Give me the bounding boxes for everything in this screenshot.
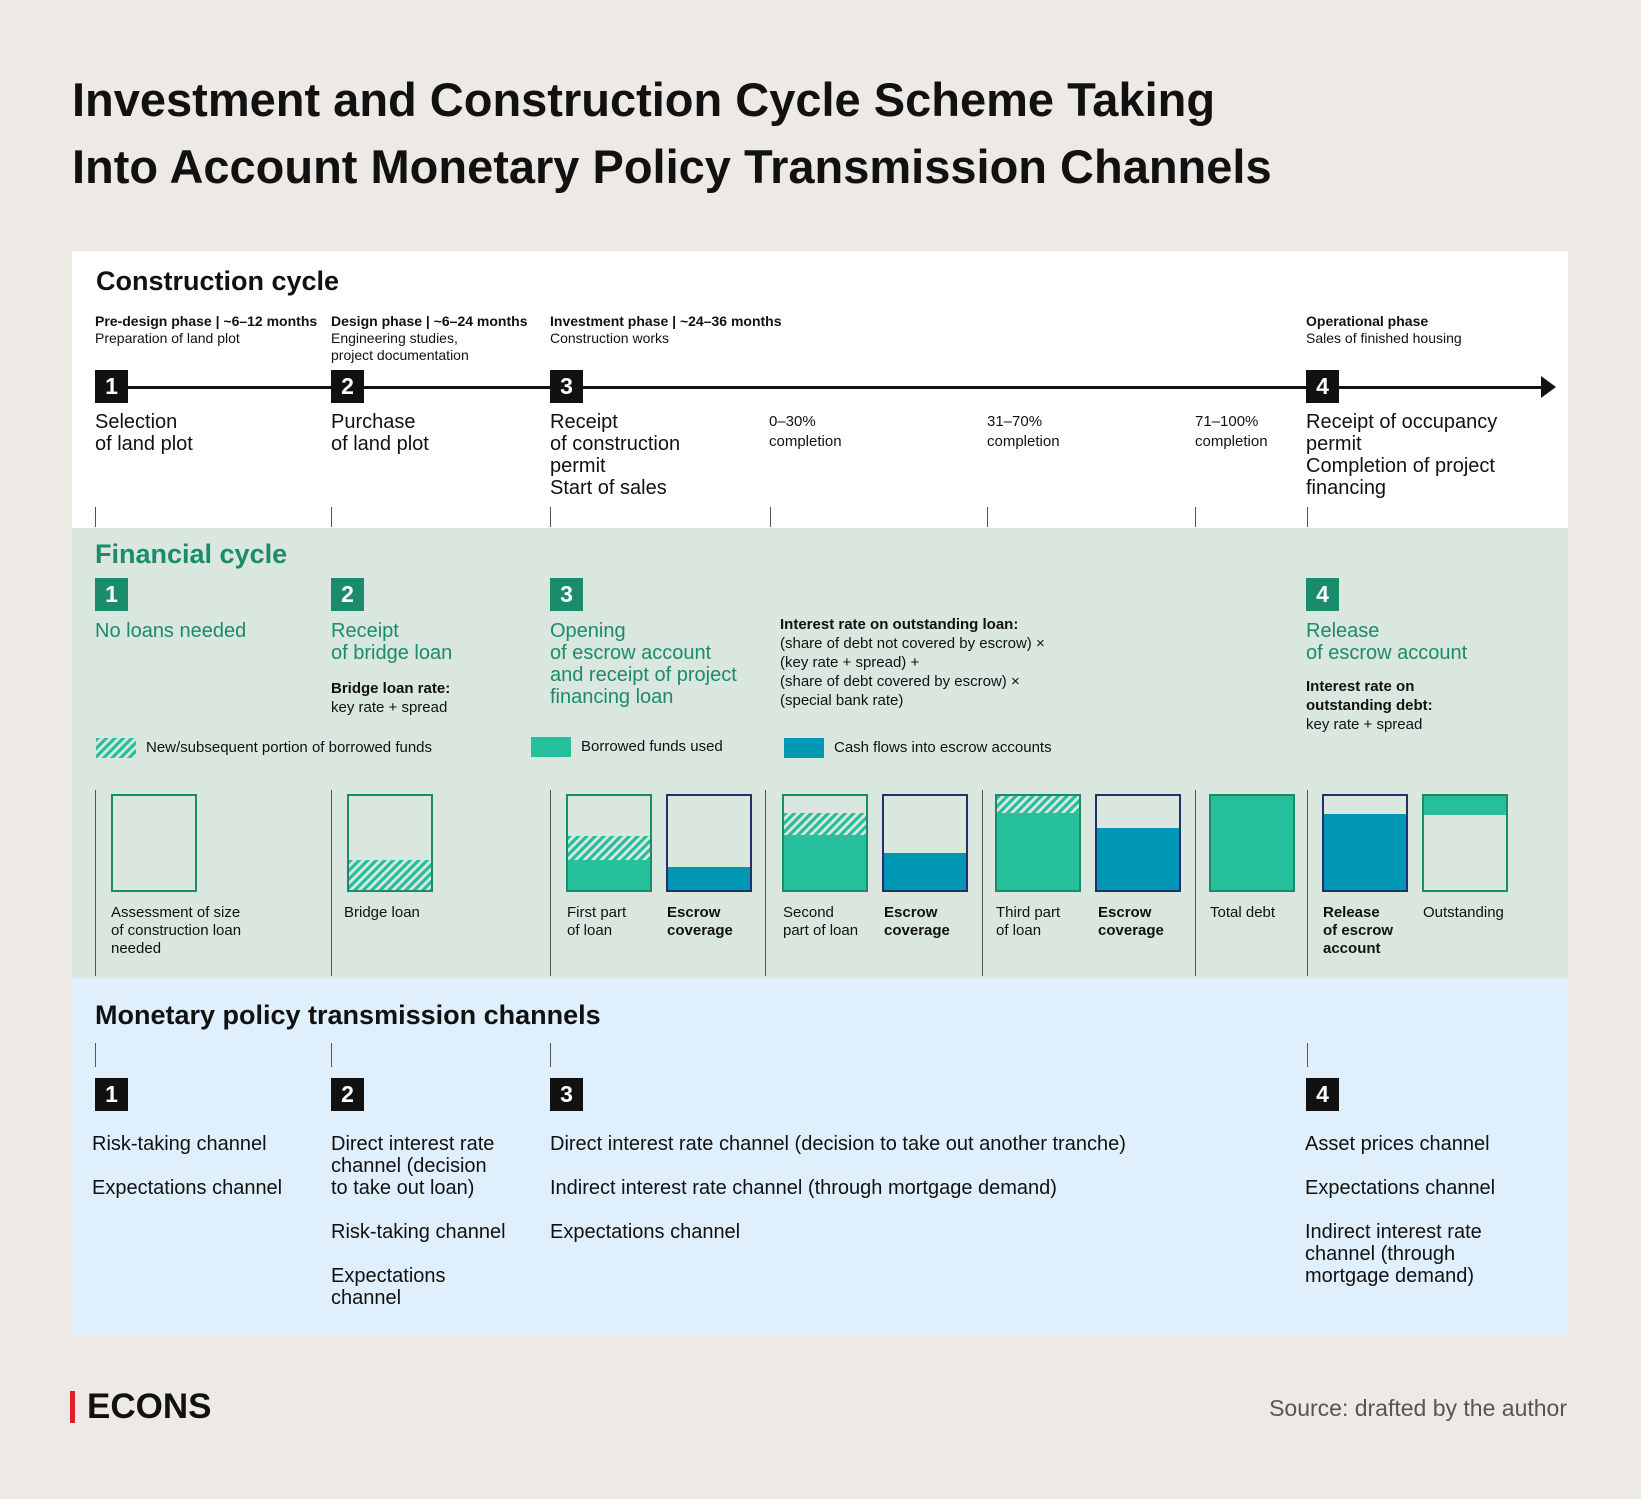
note-title: Interest rate on outstanding loan: bbox=[780, 616, 1019, 633]
tick-mark bbox=[1307, 507, 1308, 527]
construction-heading: Construction cycle bbox=[96, 266, 340, 296]
phase-desc: Engineering studies, bbox=[331, 330, 458, 346]
channel-badge: 1 bbox=[95, 1078, 128, 1111]
channel-item-line: Asset prices channel bbox=[1305, 1133, 1490, 1155]
column-separator bbox=[1195, 790, 1196, 976]
channel-item-line: Expectations channel bbox=[550, 1221, 741, 1243]
channel-item-line: channel (through bbox=[1305, 1243, 1456, 1265]
phase-design bbox=[331, 313, 528, 364]
channel-item bbox=[331, 1221, 536, 1243]
note-text: (special bank rate) bbox=[780, 692, 904, 709]
phase-pre-design bbox=[95, 313, 317, 347]
channel-item bbox=[550, 1133, 1250, 1155]
note-title: outstanding debt: bbox=[1306, 697, 1433, 714]
financial-step-label bbox=[331, 620, 452, 664]
page-title bbox=[72, 66, 1522, 200]
phase-desc: Sales of finished housing bbox=[1306, 330, 1462, 346]
new-portion-fill bbox=[349, 860, 431, 890]
channel-item-line: Risk-taking channel bbox=[331, 1221, 506, 1243]
phase-operational bbox=[1306, 313, 1462, 347]
channel-item bbox=[92, 1133, 312, 1155]
borrowed-fill bbox=[1211, 796, 1293, 890]
box-second-loan bbox=[782, 794, 868, 892]
fin-line: Release bbox=[1306, 620, 1380, 642]
fin-line: and receipt of project bbox=[550, 664, 737, 686]
column-separator bbox=[95, 790, 96, 976]
box-label-line: needed bbox=[111, 940, 162, 957]
tick-mark bbox=[770, 507, 771, 527]
box-label-line: coverage bbox=[884, 922, 950, 939]
channel-item-line: Expectations bbox=[331, 1265, 446, 1287]
channel-item bbox=[1305, 1133, 1545, 1155]
milestone-line: of land plot bbox=[331, 433, 429, 455]
box-assessment bbox=[111, 794, 197, 892]
phase-desc: Construction works bbox=[550, 330, 670, 346]
construction-step-label bbox=[550, 411, 680, 499]
box-label-line: of escrow bbox=[1323, 922, 1394, 939]
escrow-fill bbox=[668, 867, 750, 890]
logo-bar-icon bbox=[70, 1391, 75, 1423]
phase-name: Design phase | ~6–24 months bbox=[331, 313, 528, 329]
box-label-line: Release bbox=[1323, 904, 1380, 921]
completion-line: completion bbox=[769, 433, 842, 450]
milestone-line: Completion of project bbox=[1306, 455, 1495, 477]
channel-item-line: Risk-taking channel bbox=[92, 1133, 267, 1155]
tick-mark bbox=[1307, 1043, 1308, 1067]
box-label-line: Total debt bbox=[1210, 904, 1276, 921]
box-label-line: Bridge loan bbox=[344, 904, 420, 921]
legend-label: Cash flows into escrow accounts bbox=[834, 739, 1052, 756]
completion-line: 31–70% bbox=[987, 413, 1043, 430]
box-label-line: First part bbox=[567, 904, 627, 921]
box-label bbox=[567, 904, 626, 940]
borrowed-fill bbox=[784, 835, 866, 890]
channel-item-line: Indirect interest rate channel (through mortgage demand) bbox=[550, 1177, 1057, 1199]
channel-item bbox=[550, 1221, 1250, 1243]
box-label-line: Second bbox=[783, 904, 834, 921]
financial-step-badge: 1 bbox=[95, 578, 128, 611]
borrowed-fill bbox=[1424, 796, 1506, 815]
borrowed-fill bbox=[997, 813, 1079, 890]
tick-mark bbox=[550, 1043, 551, 1067]
milestone-line: Start of sales bbox=[550, 477, 667, 499]
source-note: Source: drafted by the author bbox=[1269, 1395, 1567, 1421]
box-first-loan bbox=[566, 794, 652, 892]
channel-badge: 4 bbox=[1306, 1078, 1339, 1111]
channel-column-3 bbox=[550, 1133, 1250, 1265]
note-title: Bridge loan rate: bbox=[331, 680, 451, 697]
box-label bbox=[111, 904, 241, 958]
channel-item-line: Expectations channel bbox=[92, 1177, 283, 1199]
box-label-line: Escrow bbox=[667, 904, 721, 921]
milestone-line: financing bbox=[1306, 477, 1387, 499]
box-label bbox=[344, 904, 420, 922]
escrow-fill bbox=[884, 853, 966, 890]
box-label-line: of loan bbox=[996, 922, 1042, 939]
fin-line: of bridge loan bbox=[331, 642, 453, 664]
channel-item bbox=[92, 1177, 312, 1199]
financial-step-label bbox=[550, 620, 737, 708]
box-label bbox=[1423, 904, 1504, 922]
fin-line: Receipt bbox=[331, 620, 399, 642]
completion-line: 71–100% bbox=[1195, 413, 1259, 430]
box-label bbox=[884, 904, 950, 940]
channel-column-1 bbox=[92, 1133, 312, 1221]
note-text: key rate + spread bbox=[331, 699, 448, 716]
fin-line: financing loan bbox=[550, 686, 674, 708]
title-line: Into Account Monetary Policy Transmission Channels bbox=[72, 140, 1272, 193]
financial-step-badge: 4 bbox=[1306, 578, 1339, 611]
channel-column-2 bbox=[331, 1133, 536, 1331]
box-label bbox=[1210, 904, 1275, 922]
completion-label bbox=[769, 412, 842, 452]
note-text: (share of debt not covered by escrow) × bbox=[780, 635, 1045, 652]
channel-item-line: Direct interest rate channel (decision to take out another tranche) bbox=[550, 1133, 1126, 1155]
channel-item-line: to take out loan) bbox=[331, 1177, 475, 1199]
channel-badge: 3 bbox=[550, 1078, 583, 1111]
completion-line: completion bbox=[1195, 433, 1268, 450]
construction-step-label bbox=[331, 411, 429, 455]
box-label bbox=[1323, 904, 1393, 958]
escrow-fill bbox=[1097, 828, 1179, 890]
title-line: Investment and Construction Cycle Scheme Taking bbox=[72, 73, 1216, 126]
arrow-right-icon bbox=[1541, 376, 1556, 398]
tick-mark bbox=[331, 507, 332, 527]
channel-item bbox=[331, 1133, 536, 1199]
channel-item bbox=[1305, 1221, 1545, 1287]
fin-line: No loans needed bbox=[95, 620, 247, 642]
construction-step-badge: 4 bbox=[1306, 370, 1339, 403]
legend-item-escrow-flows bbox=[784, 738, 1052, 758]
box-label-line: of construction loan bbox=[111, 922, 242, 939]
channel-item bbox=[550, 1177, 1250, 1199]
construction-step-badge: 2 bbox=[331, 370, 364, 403]
channel-item-line: channel bbox=[331, 1287, 402, 1309]
box-label-line: coverage bbox=[667, 922, 733, 939]
channel-item-line: channel (decision bbox=[331, 1155, 487, 1177]
box-label-line: account bbox=[1323, 940, 1381, 957]
note-text: key rate + spread bbox=[1306, 716, 1423, 733]
box-bridge-loan bbox=[347, 794, 433, 892]
completion-label bbox=[1195, 412, 1268, 452]
construction-step-badge: 1 bbox=[95, 370, 128, 403]
box-escrow-3 bbox=[1095, 794, 1181, 892]
construction-step-label bbox=[95, 411, 193, 455]
construction-step-badge: 3 bbox=[550, 370, 583, 403]
channel-column-4 bbox=[1305, 1133, 1545, 1309]
tick-mark bbox=[1195, 507, 1196, 527]
tick-mark bbox=[331, 1043, 332, 1067]
milestone-line: Receipt of occupancy bbox=[1306, 411, 1498, 433]
tick-mark bbox=[95, 507, 96, 527]
box-label-line: Outstanding bbox=[1423, 904, 1504, 921]
box-escrow-2 bbox=[882, 794, 968, 892]
financial-step-label bbox=[95, 620, 246, 642]
milestone-line: Receipt bbox=[550, 411, 618, 433]
phase-name: Pre-design phase | ~6–12 months bbox=[95, 313, 318, 329]
tick-mark bbox=[95, 1043, 96, 1067]
new-portion-fill bbox=[784, 813, 866, 835]
phase-name: Operational phase bbox=[1306, 313, 1429, 329]
box-label-line: of loan bbox=[567, 922, 613, 939]
column-separator bbox=[765, 790, 766, 976]
channel-item bbox=[331, 1265, 536, 1309]
channel-item-line: Direct interest rate bbox=[331, 1133, 495, 1155]
milestone-line: permit bbox=[1306, 433, 1362, 455]
channel-item bbox=[1305, 1177, 1545, 1199]
box-release-escrow bbox=[1322, 794, 1408, 892]
box-total-debt bbox=[1209, 794, 1295, 892]
box-label bbox=[783, 904, 858, 940]
channel-badge: 2 bbox=[331, 1078, 364, 1111]
phase-desc: project documentation bbox=[331, 347, 469, 363]
new-portion-fill bbox=[997, 796, 1079, 813]
box-label-line: part of loan bbox=[783, 922, 859, 939]
channel-item-line: Indirect interest rate bbox=[1305, 1221, 1482, 1243]
note-text: (key rate + spread) + bbox=[780, 654, 920, 671]
interest-rate-note bbox=[780, 615, 1045, 710]
logo-text: ECONS bbox=[87, 1387, 212, 1426]
legend-item-new-portion bbox=[96, 738, 432, 758]
note-title: Interest rate on bbox=[1306, 678, 1415, 695]
box-label bbox=[667, 904, 733, 940]
tick-mark bbox=[987, 507, 988, 527]
milestone-line: of construction bbox=[550, 433, 681, 455]
phase-name: Investment phase | ~24–36 months bbox=[550, 313, 782, 329]
column-separator bbox=[550, 790, 551, 976]
hatch-swatch-icon bbox=[96, 738, 136, 758]
box-third-loan bbox=[995, 794, 1081, 892]
completion-line: completion bbox=[987, 433, 1060, 450]
milestone-line: permit bbox=[550, 455, 606, 477]
box-label bbox=[1098, 904, 1164, 940]
fin-line: of escrow account bbox=[550, 642, 712, 664]
box-label-line: Escrow bbox=[884, 904, 938, 921]
phase-desc: Preparation of land plot bbox=[95, 330, 240, 346]
new-portion-fill bbox=[568, 836, 650, 860]
note-text: (share of debt covered by escrow) × bbox=[780, 673, 1020, 690]
box-label-line: Assessment of size bbox=[111, 904, 241, 921]
box-label bbox=[996, 904, 1060, 940]
legend-label: Borrowed funds used bbox=[581, 738, 723, 755]
milestone-line: of land plot bbox=[95, 433, 193, 455]
financial-heading: Financial cycle bbox=[95, 539, 288, 569]
box-escrow-1 bbox=[666, 794, 752, 892]
column-separator bbox=[982, 790, 983, 976]
box-outstanding bbox=[1422, 794, 1508, 892]
financial-step-badge: 3 bbox=[550, 578, 583, 611]
phase-investment bbox=[550, 313, 782, 347]
blue-swatch-icon bbox=[784, 738, 824, 758]
tick-mark bbox=[550, 507, 551, 527]
green-swatch-icon bbox=[531, 737, 571, 757]
legend-label: New/subsequent portion of borrowed funds bbox=[146, 739, 433, 756]
completion-line: 0–30% bbox=[769, 413, 816, 430]
construction-step-label bbox=[1306, 411, 1497, 499]
channel-item-line: mortgage demand) bbox=[1305, 1265, 1474, 1287]
econs-logo bbox=[70, 1387, 211, 1427]
milestone-line: Purchase bbox=[331, 411, 416, 433]
financial-step-badge: 2 bbox=[331, 578, 364, 611]
box-label-line: coverage bbox=[1098, 922, 1164, 939]
bridge-rate-note bbox=[331, 679, 450, 717]
legend-item-borrowed-used bbox=[531, 737, 723, 757]
channel-item-line: Expectations channel bbox=[1305, 1177, 1496, 1199]
channels-heading: Monetary policy transmission channels bbox=[95, 1000, 601, 1030]
fin-line: of escrow account bbox=[1306, 642, 1468, 664]
column-separator bbox=[331, 790, 332, 976]
escrow-fill bbox=[1324, 814, 1406, 890]
milestone-line: Selection bbox=[95, 411, 178, 433]
column-separator bbox=[1307, 790, 1308, 976]
financial-step-label bbox=[1306, 620, 1467, 664]
completion-label bbox=[987, 412, 1060, 452]
box-label-line: Escrow bbox=[1098, 904, 1152, 921]
fin-line: Opening bbox=[550, 620, 626, 642]
box-label-line: Third part bbox=[996, 904, 1061, 921]
outstanding-rate-note bbox=[1306, 677, 1433, 734]
borrowed-fill bbox=[568, 860, 650, 890]
